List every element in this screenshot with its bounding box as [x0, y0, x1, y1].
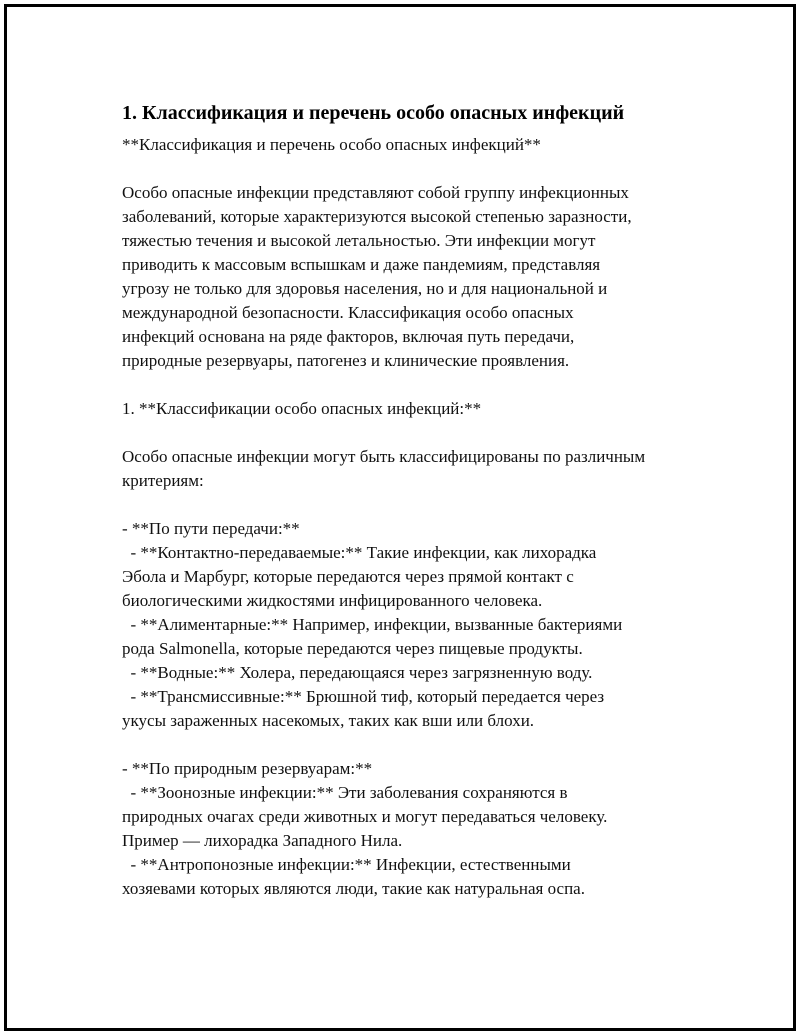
text-line: 1. **Классификации особо опасных инфекций:**	[122, 399, 482, 418]
text-line: природные резервуары, патогенез и клинические проявления.	[122, 351, 570, 370]
document-heading: 1. Классификация и перечень особо опасных инфекций	[122, 102, 625, 124]
text-line: - **Алиментарные:** Например, инфекции, вызванные бактериями	[122, 615, 623, 634]
text-line: Эбола и Марбург, которые передаются через прямой контакт с	[122, 567, 574, 586]
text-line: - **Водные:** Холера, передающаяся через загрязненную воду.	[122, 663, 593, 682]
text-line: рода Salmonella, которые передаются через пищевые продукты.	[122, 639, 583, 658]
text-line: природных очагах среди животных и могут передаваться человеку.	[122, 807, 608, 826]
page-frame	[4, 4, 796, 1031]
text-line: угрозу не только для здоровья населения, но и для национальной и	[122, 279, 608, 298]
text-line: критериям:	[122, 471, 204, 490]
text-line: - **По пути передачи:**	[122, 519, 300, 538]
text-line: Особо опасные инфекции представляют собой группу инфекционных	[122, 183, 629, 202]
text-line: приводить к массовым вспышкам и даже пандемиям, представляя	[122, 255, 601, 274]
text-line: инфекций основана на ряде факторов, включая путь передачи,	[122, 327, 575, 346]
text-line: - **Зоонозные инфекции:** Эти заболевания сохраняются в	[122, 783, 568, 802]
text-line: - **Антропонозные инфекции:** Инфекции, естественными	[122, 855, 571, 874]
text-line: - **Контактно-передаваемые:** Такие инфекции, как лихорадка	[122, 543, 597, 562]
text-line: укусы зараженных насекомых, таких как вши или блохи.	[122, 711, 535, 730]
text-line: Пример — лихорадка Западного Нила.	[122, 831, 403, 850]
blank-line	[122, 421, 712, 445]
text-line: заболеваний, которые характеризуются высокой степенью заразности,	[122, 207, 632, 226]
document-body	[122, 99, 712, 901]
blank-line	[122, 157, 712, 181]
text-line: хозяевами которых являются люди, такие как натуральная оспа.	[122, 879, 585, 898]
blank-line	[122, 373, 712, 397]
blank-line	[122, 733, 712, 757]
text-line: **Классификация и перечень особо опасных инфекций**	[122, 135, 541, 154]
text-line: - **Трансмиссивные:** Брюшной тиф, который передается через	[122, 687, 605, 706]
text-line: Особо опасные инфекции могут быть классифицированы по различным	[122, 447, 646, 466]
text-lines	[122, 133, 712, 901]
text-line: биологическими жидкостями инфицированного человека.	[122, 591, 543, 610]
text-line: - **По природным резервуарам:**	[122, 759, 373, 778]
text-line: международной безопасности. Классификация особо опасных	[122, 303, 574, 322]
blank-line	[122, 493, 712, 517]
text-line: тяжестью течения и высокой летальностью. Эти инфекции могут	[122, 231, 596, 250]
